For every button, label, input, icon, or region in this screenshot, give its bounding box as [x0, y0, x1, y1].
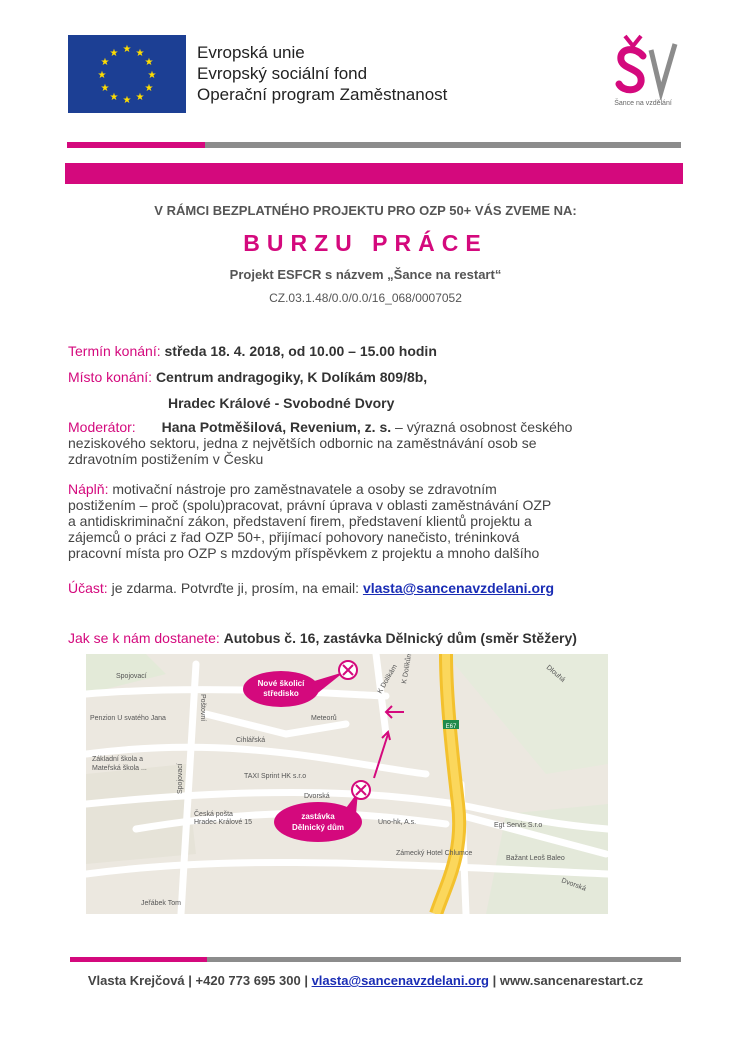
svg-text:★: ★ — [100, 57, 110, 68]
map-label-egt: Egt Servis S.r.o — [494, 822, 543, 829]
svg-text:★: ★ — [100, 83, 110, 94]
intro-text: V RÁMCI BEZPLATNÉHO PROJEKTU PRO OZP 50+ VÁS ZVEME NA: — [154, 203, 577, 218]
misto-label: Místo konání: — [68, 369, 153, 385]
svg-text:★: ★ — [109, 48, 119, 59]
map-label-penzion: Penzion U svatého Jana — [90, 715, 166, 722]
header-divider-grey — [205, 142, 681, 148]
eu-flag-logo — [68, 35, 186, 113]
map-label-taxi: TAXI Sprint HK s.r.o — [244, 773, 307, 780]
termin-value: středa 18. 4. 2018, od 10.00 – 15.00 hodin — [164, 343, 437, 359]
map-label-skola-1: Základní škola a — [92, 756, 143, 763]
svg-text:★: ★ — [135, 48, 145, 59]
stop-callout-line-2: Dělnický dům — [291, 823, 345, 832]
misto-row-2 — [168, 395, 568, 411]
misto-value-1: Centrum andragogiky, K Dolíkám 809/8b, — [155, 369, 428, 385]
eu-line-1: Evropská unie — [197, 43, 305, 62]
school-callout-line-2: středisko — [263, 689, 299, 698]
jak-row — [68, 630, 688, 646]
ucast-label: Účast: — [68, 580, 108, 596]
header-divider-pink — [67, 142, 205, 148]
map-label-dvorska: Dvorská — [304, 793, 330, 800]
footer-web: | www.sancenarestart.cz — [489, 973, 644, 988]
map-label-e67: E67 — [445, 724, 457, 730]
school-callout-line-1: Nové školicí — [257, 679, 305, 688]
project-code: CZ.03.1.48/0.0/0.0/16_068/0007052 — [269, 291, 462, 305]
map-label-posta-1: Česká pošta — [194, 811, 233, 818]
termin-label: Termín konání: — [68, 343, 161, 359]
eu-program-text — [197, 42, 447, 105]
moderator-text-2: neziskového sektoru, jedna z největších odbornic na zaměstnávání osob se — [68, 435, 537, 451]
map-label-cihlarska: Cihlářská — [236, 737, 266, 744]
footer-email-link[interactable]: vlasta@sancenavzdelani.org — [311, 973, 489, 988]
logo-caption: Šance na vzdělání — [614, 100, 672, 107]
moderator-text-1: – výrazná osobnost českého — [391, 419, 573, 435]
napln-text-3: a antidiskriminační zákon, představení firem, představení klientů projektu a — [68, 513, 532, 529]
map-label-meteoru: Meteorů — [311, 715, 337, 722]
eu-line-2: Evropský sociální fond — [197, 64, 368, 83]
ucast-email-link[interactable]: vlasta@sancenavzdelani.org — [362, 580, 555, 596]
jak-label: Jak se k nám dostanete: — [68, 630, 220, 646]
map-label-jerabek: Jeřábek Tom — [141, 900, 181, 907]
jak-value: Autobus č. 16, zastávka Dělnický dům (směr Stěžery) — [223, 630, 577, 646]
map-label-postovni: Poštovní — [199, 694, 206, 722]
svg-text:★: ★ — [144, 57, 154, 68]
ucast-text: je zdarma. Potvrďte ji, prosím, na email: — [107, 580, 363, 596]
footer-divider-grey — [207, 957, 681, 962]
napln-block — [68, 481, 668, 561]
svg-text:★: ★ — [97, 70, 107, 81]
project-subtitle: Projekt ESFCR s názvem „Šance na restart“ — [229, 267, 502, 282]
page-title: BURZU PRÁCE — [243, 230, 488, 256]
moderator-text-3: zdravotním postižením v Česku — [68, 451, 264, 467]
svg-text:★: ★ — [109, 92, 119, 103]
footer-divider-pink — [70, 957, 207, 962]
svg-text:★: ★ — [122, 95, 132, 106]
napln-text-1: motivační nástroje pro zaměstnavatele a osoby se zdravotním — [108, 481, 497, 497]
napln-label: Náplň: — [68, 481, 109, 497]
svg-text:★: ★ — [135, 92, 145, 103]
svg-text:★: ★ — [147, 70, 157, 81]
map-label-uno: Uno-hk, A.s. — [378, 819, 417, 826]
napln-text-5: pracovní místa pro OZP s mzdovým příspěvkem z projektu a mnoho dalšího — [68, 545, 540, 561]
map-label-spojovaci: Spojovací — [116, 673, 147, 680]
moderator-label: Moderátor: — [68, 419, 136, 435]
eu-line-3: Operační program Zaměstnanost — [197, 85, 448, 104]
napln-text-2: postižením – proč (spolu)pracovat, právní úprava v oblasti zaměstnávání OZP — [68, 497, 552, 513]
ucast-row — [68, 580, 668, 596]
map-label-hotel: Zámecký Hotel Chlumce — [396, 850, 473, 857]
map-label-skola-2: Mateřská škola ... — [92, 765, 147, 772]
stop-marker-icon — [352, 781, 370, 799]
map-label-posta-2: Hradec Králové 15 — [194, 819, 252, 826]
map-label-dvorska-2: Dvorská — [560, 877, 587, 893]
footer-name-phone: Vlasta Krejčová | +420 773 695 300 | — [87, 973, 312, 988]
map-label-bazant: Bažant Leoš Baleo — [506, 855, 565, 862]
pink-banner — [65, 163, 683, 184]
footer-contact — [0, 973, 731, 988]
misto-row — [68, 369, 668, 385]
svg-text:★: ★ — [122, 44, 132, 55]
map-label-k-dolikam: K Dolíkám — [376, 663, 399, 695]
map-label-dlouha: Dlouhá — [544, 664, 567, 684]
school-marker-icon — [339, 661, 357, 679]
location-map — [86, 654, 608, 914]
misto-value-2: Hradec Králové - Svobodné Dvory — [168, 395, 395, 411]
map-label-spojovaci-2: Spojovací — [177, 763, 184, 794]
svg-text:★: ★ — [144, 83, 154, 94]
napln-text-4: zájemců o práci z řad OZP 50+, přijímací pohovory nanečisto, tréninková — [68, 529, 520, 545]
moderator-name: Hana Potměšilová, Revenium, z. s. — [161, 419, 392, 435]
moderator-block — [68, 419, 668, 467]
map-label-k-dolikum: K Dolíkům — [401, 654, 414, 685]
termin-row — [68, 343, 668, 359]
stop-callout-line-1: zastávka — [301, 812, 335, 821]
